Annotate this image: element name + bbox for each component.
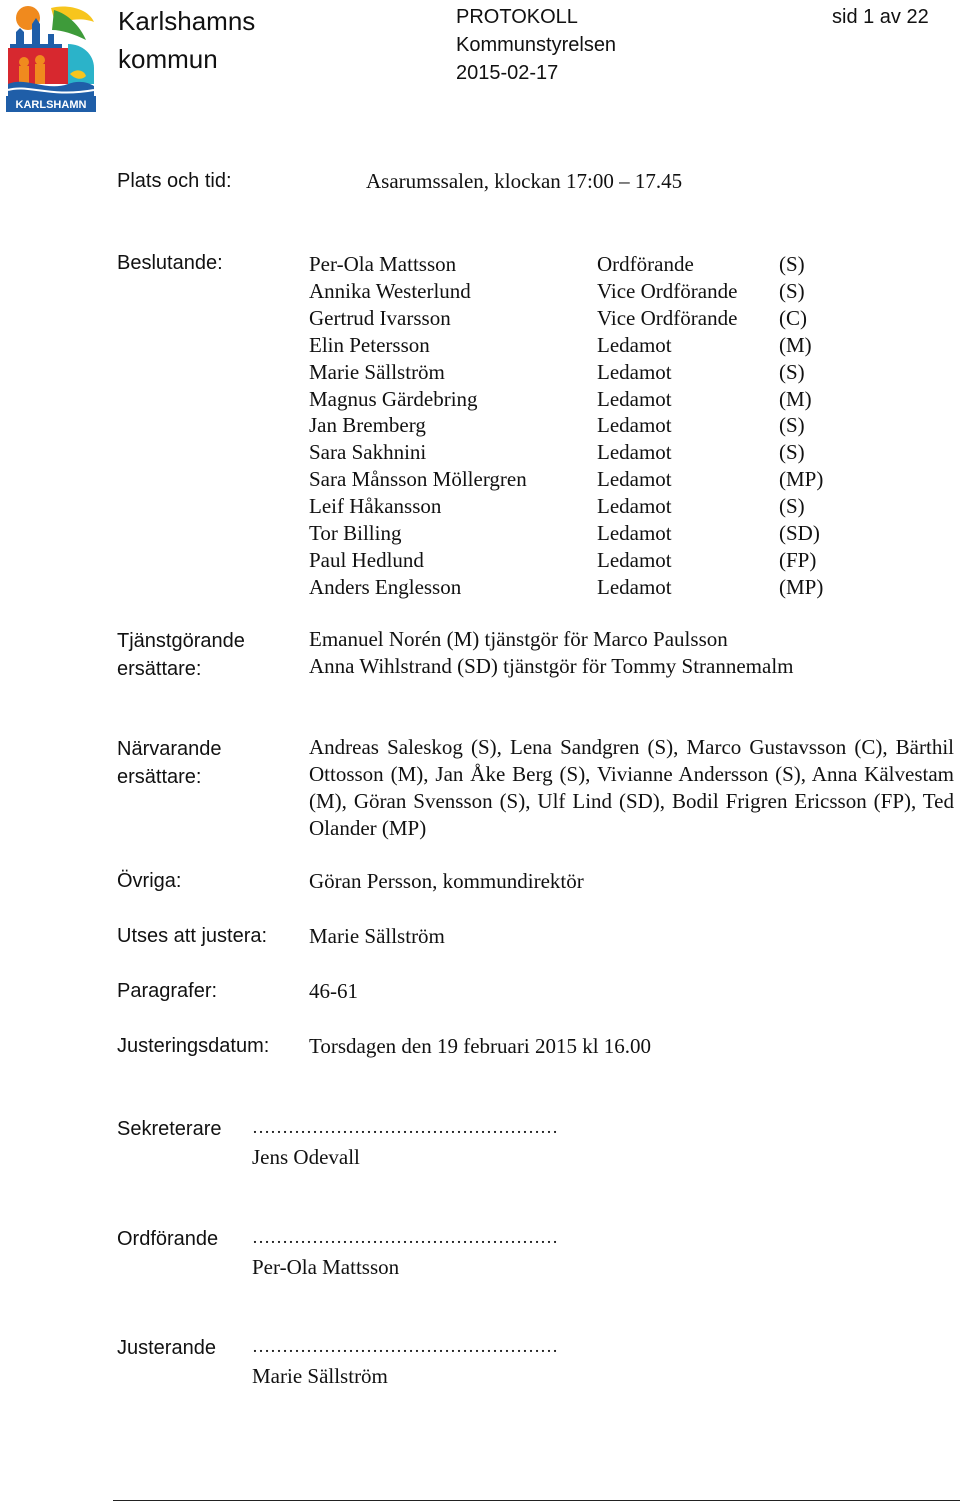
signature-dots: …………………………………………… [252, 1227, 558, 1247]
member-party: (M) [779, 386, 812, 411]
adjust-date-value: Torsdagen den 19 februari 2015 kl 16.00 [309, 1034, 652, 1058]
member-role: Ledamot [597, 332, 672, 357]
member-role: Ledamot [597, 386, 672, 411]
substitutes-serving [309, 626, 794, 680]
member-name: Magnus Gärdebring [309, 386, 478, 411]
footer-divider [113, 1500, 960, 1501]
member-party: (MP) [779, 574, 824, 599]
member-party: (FP) [779, 547, 817, 572]
member-name: Per-Ola Mattsson [309, 252, 457, 276]
adjuster-value: Marie Sällström [309, 924, 445, 948]
signature-dots: …………………………………………… [252, 1117, 558, 1137]
member-role: Ordförande [597, 252, 694, 276]
signature-name-secretary: Jens Odevall [252, 1145, 360, 1169]
substitutes-present-label [117, 735, 222, 791]
adjuster-label: Utses att justera: [117, 925, 268, 947]
member-role: Ledamot [597, 467, 672, 492]
others-label: Övriga: [117, 870, 182, 892]
substitutes-present-text: Andreas Saleskog (S), Lena Sandgren (S), Marco Gustavsson (C), Bärthil Ottosson (M), Jan Åke Berg (S), Vivianne Andersson (S), Anna Kälvestam (M), Göran Svensson (S), Ulf Lind (SD), Bodil Frigren Ericsson (FP), Ted Olander (MP) [309, 735, 954, 840]
doc-date: 2015-02-17 [456, 62, 559, 84]
paragraphs-label: Paragrafer: [117, 980, 218, 1002]
member-party: (S) [779, 413, 805, 438]
member-party: (SD) [779, 521, 820, 545]
member-name: Jan Bremberg [309, 413, 426, 438]
paragraphs-value: 46-61 [309, 979, 358, 1003]
signature-label-secretary: Sekreterare [117, 1118, 222, 1140]
logo-text: KARLSHAMN [15, 99, 87, 111]
signature-dots: …………………………………………… [252, 1336, 558, 1356]
member-role: Ledamot [597, 440, 672, 465]
substitutes-serving-label [117, 627, 245, 683]
substitutes-present-label-1: Närvarande [117, 738, 222, 760]
member-party: (S) [779, 359, 805, 384]
member-party: (MP) [779, 467, 824, 492]
substitutes-present-label-2: ersättare: [117, 766, 202, 788]
decision-makers-label: Beslutande: [117, 252, 223, 274]
substitutes-serving-label-1: Tjänstgörande [117, 630, 245, 652]
member-party: (M) [779, 332, 812, 357]
doc-type: PROTOKOLL [456, 6, 578, 28]
signature-label-chair: Ordförande [117, 1228, 219, 1250]
substitutes-serving-label-2: ersättare: [117, 658, 202, 680]
member-name: Elin Petersson [309, 332, 430, 357]
member-name: Sara Sakhnini [309, 440, 427, 465]
substitute-serving-line: Emanuel Norén (M) tjänstgör för Marco Paulsson [309, 627, 728, 651]
member-name: Sara Månsson Möllergren [309, 467, 527, 492]
member-role: Ledamot [597, 521, 672, 545]
signature-name-chair: Per-Ola Mattsson [252, 1255, 400, 1279]
member-name: Anders Englesson [309, 574, 462, 599]
member-role: Vice Ordförande [597, 278, 738, 303]
member-party: (S) [779, 252, 805, 276]
member-party: (C) [779, 305, 807, 330]
member-name: Leif Håkansson [309, 494, 442, 519]
doc-info [456, 3, 616, 87]
member-name: Gertrud Ivarsson [309, 305, 451, 330]
page-number: sid 1 av 22 [832, 6, 929, 28]
place-value: Asarumssalen, klockan 17:00 – 17.45 [366, 169, 683, 193]
org-name [118, 2, 255, 78]
member-name: Paul Hedlund [309, 547, 424, 572]
member-role: Ledamot [597, 413, 672, 438]
others-value: Göran Persson, kommundirektör [309, 869, 584, 893]
member-party: (S) [779, 440, 805, 465]
member-role: Ledamot [597, 547, 672, 572]
member-role: Ledamot [597, 494, 672, 519]
member-role: Ledamot [597, 574, 672, 599]
member-name: Annika Westerlund [309, 278, 471, 303]
org-name-line2: kommun [118, 44, 218, 74]
place-label: Plats och tid: [117, 170, 232, 192]
adjust-date-label: Justeringsdatum: [117, 1035, 270, 1057]
member-role: Vice Ordförande [597, 305, 738, 330]
signature-name-adjuster: Marie Sällström [252, 1364, 388, 1388]
doc-body: Kommunstyrelsen [456, 34, 617, 56]
member-name: Tor Billing [309, 521, 402, 545]
member-name: Marie Sällström [309, 359, 445, 384]
member-party: (S) [779, 278, 805, 303]
substitute-serving-line: Anna Wihlstrand (SD) tjänstgör för Tommy Strannemalm [309, 654, 794, 678]
karlshamn-logo [6, 4, 96, 112]
org-name-line1: Karlshamns [118, 6, 256, 36]
member-party: (S) [779, 494, 805, 519]
signature-label-adjuster: Justerande [117, 1337, 216, 1359]
member-role: Ledamot [597, 359, 672, 384]
